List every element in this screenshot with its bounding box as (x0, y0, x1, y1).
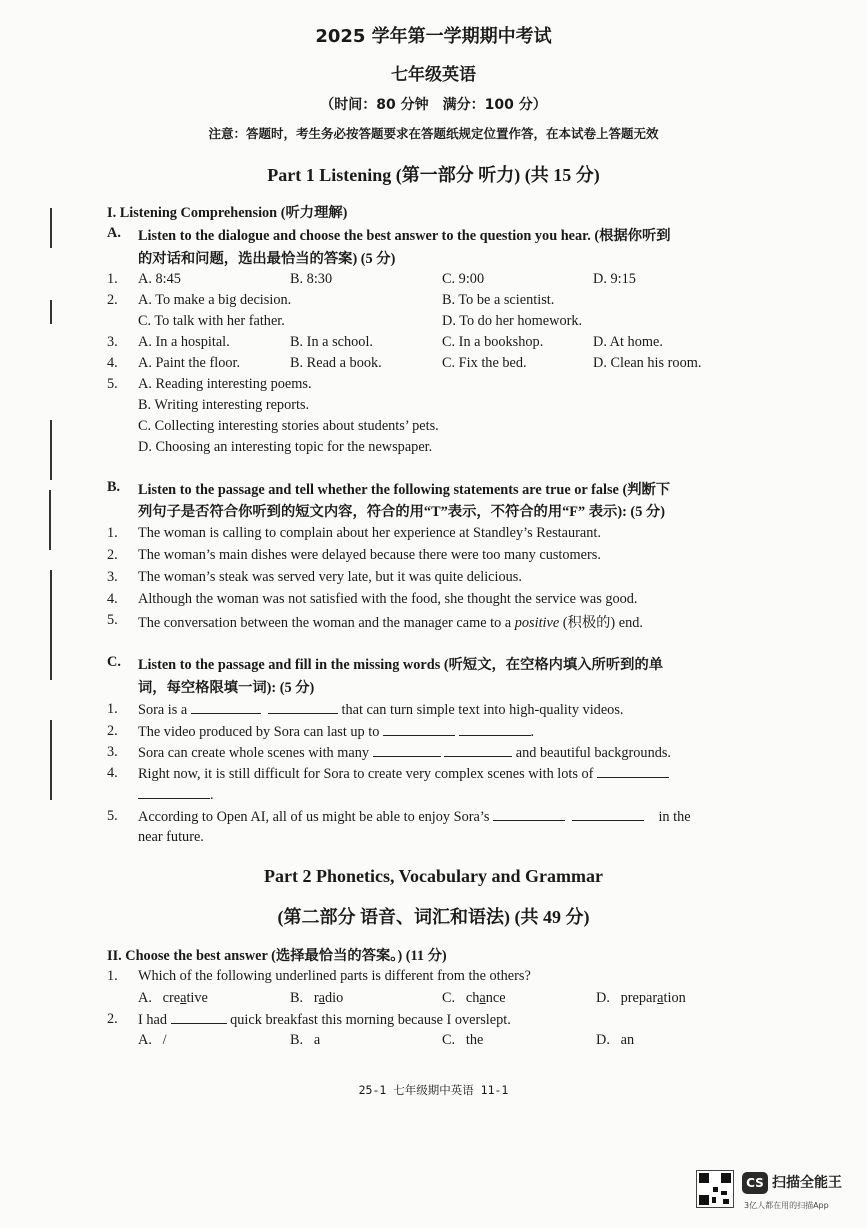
option: B. 8:30 (290, 271, 333, 287)
option: A. To make a big decision. (138, 292, 292, 308)
option: B. radio (290, 990, 344, 1006)
part2-title-cn: (第二部分 语音、词汇和语法) (共 49 分) (277, 907, 590, 927)
fill-number: 1. (107, 701, 118, 717)
margin-mark (50, 208, 52, 248)
question-stem: I had quick breakfast this morning because I overslept. (138, 1012, 511, 1028)
option: D. Choosing an interesting topic for the newspaper. (138, 439, 433, 455)
statement-number: 1. (107, 525, 118, 541)
section-B-instruction-1: Listen to the passage and tell whether the following statements are true or false (判断下 (138, 482, 671, 498)
option: A. Reading interesting poems. (138, 376, 312, 392)
section-C-instruction-1: Listen to the passage and fill in the missing words (听短文，在空格内填入所听到的单 (138, 657, 664, 673)
option: A. 8:45 (138, 271, 181, 287)
option: D. Clean his room. (593, 355, 702, 371)
option: A. creative (138, 990, 208, 1006)
margin-mark (50, 720, 52, 800)
section-I-heading: I. Listening Comprehension (听力理解) (107, 205, 348, 221)
section-A-label: A. (107, 225, 121, 241)
question-number: 4. (107, 355, 118, 371)
time-info: （时间：80 分钟 满分：100 分） (320, 97, 547, 113)
scanner-app-name: 扫描全能王 (772, 1175, 842, 1191)
fill-item: Right now, it is still difficult for Sora to create very complex scenes with lots of (138, 765, 669, 783)
question-number: 3. (107, 334, 118, 350)
fill-item: Sora can create whole scenes with many and beautiful backgrounds. (138, 745, 672, 761)
question-number: 5. (107, 376, 118, 392)
fill-number: 2. (107, 723, 118, 739)
fill-number: 5. (107, 808, 118, 824)
answer-blank[interactable] (493, 808, 565, 821)
statement-text: The woman’s steak was served very late, but it was quite delicious. (138, 569, 522, 585)
margin-mark (49, 490, 51, 550)
statement-text: The woman’s main dishes were delayed because there were too many customers. (138, 547, 601, 563)
section-B-label: B. (107, 479, 121, 495)
option: D. To do her homework. (442, 313, 583, 329)
option: D. an (596, 1032, 635, 1048)
statement-number: 5. (107, 612, 118, 628)
answer-blank[interactable] (373, 744, 441, 757)
option: A. / (138, 1032, 167, 1048)
answer-blank[interactable] (444, 744, 512, 757)
section-II-heading: II. Choose the best answer (选择最恰当的答案。) (11 分) (107, 948, 447, 964)
exam-notice: 注意：答题时，考生务必按答题要求在答题纸规定位置作答，在本试卷上答题无效 (208, 126, 659, 141)
margin-mark (50, 570, 52, 680)
fill-number: 4. (107, 765, 118, 781)
statement-number: 4. (107, 591, 118, 607)
option: C. the (442, 1032, 484, 1048)
statement-number: 2. (107, 547, 118, 563)
option: B. a (290, 1032, 321, 1048)
margin-mark (50, 300, 52, 324)
option: C. In a bookshop. (442, 334, 544, 350)
option: D. preparation (596, 990, 686, 1006)
option: C. Fix the bed. (442, 355, 527, 371)
section-C-label: C. (107, 654, 121, 670)
answer-blank[interactable] (171, 1011, 227, 1024)
option: C. chance (442, 990, 506, 1006)
option: C. 9:00 (442, 271, 485, 287)
statement-number: 3. (107, 569, 118, 585)
answer-blank[interactable] (597, 765, 669, 778)
part2-title: Part 2 Phonetics, Vocabulary and Grammar (264, 866, 603, 886)
page-code: 25-1 七年级期中英语 11-1 (358, 1083, 509, 1097)
fill-number: 3. (107, 744, 118, 760)
fill-item: According to Open AI, all of us might be able to enjoy Sora’s in the (138, 809, 691, 825)
question-number: 1. (107, 968, 118, 984)
section-B-instruction-2: 列句子是否符合你听到的短文内容，符合的用“T”表示，不符合的用“F” 表示): (5 分) (138, 504, 665, 520)
question-number: 2. (107, 292, 118, 308)
option: C. To talk with her father. (138, 313, 285, 329)
fill-item: Sora is a that can turn simple text into high-quality videos. (138, 702, 624, 718)
option: A. Paint the floor. (138, 355, 241, 371)
fill-item: The video produced by Sora can last up to . (138, 724, 535, 740)
statement-text: Although the woman was not satisfied with the food, she thought the service was good. (138, 591, 638, 607)
option: B. In a school. (290, 334, 373, 350)
option: A. In a hospital. (138, 334, 230, 350)
option: D. 9:15 (593, 271, 636, 287)
answer-blank[interactable] (459, 723, 531, 736)
statement-text: The conversation between the woman and the manager came to a positive (积极的) end. (138, 615, 643, 631)
option: B. Writing interesting reports. (138, 397, 310, 413)
exam-title: 2025 学年第一学期期中考试 (315, 26, 552, 47)
option: D. At home. (593, 334, 663, 350)
part1-title: Part 1 Listening (第一部分 听力) (共 15 分) (267, 165, 600, 185)
question-stem: Which of the following underlined parts is different from the others? (138, 968, 531, 984)
margin-mark (50, 420, 52, 480)
option: B. Read a book. (290, 355, 382, 371)
camscanner-logo-icon: CS (742, 1172, 768, 1194)
question-number: 2. (107, 1011, 118, 1027)
statement-text: The woman is calling to complain about her experience at Standley’s Restaurant. (138, 525, 601, 541)
option: C. Collecting interesting stories about students’ pets. (138, 418, 439, 434)
option: B. To be a scientist. (442, 292, 555, 308)
section-A-instruction-2: 的对话和问题，选出最恰当的答案) (5 分) (138, 251, 396, 267)
qr-code-icon (696, 1170, 734, 1208)
scanner-tagline: 3亿人都在用的扫描App (744, 1201, 829, 1210)
answer-blank[interactable] (138, 786, 210, 799)
answer-blank[interactable] (191, 701, 261, 714)
section-A-instruction-1: Listen to the dialogue and choose the best answer to the question you hear. (根据你听到 (138, 228, 671, 244)
fill-item-line2: . (138, 786, 214, 804)
section-C-instruction-2: 词，每空格限填一词): (5 分) (138, 680, 315, 696)
question-number: 1. (107, 271, 118, 287)
fill-item-line2: near future. (138, 829, 204, 845)
answer-blank[interactable] (268, 701, 338, 714)
answer-blank[interactable] (572, 808, 644, 821)
answer-blank[interactable] (383, 723, 455, 736)
subject-title: 七年级英语 (391, 65, 476, 85)
